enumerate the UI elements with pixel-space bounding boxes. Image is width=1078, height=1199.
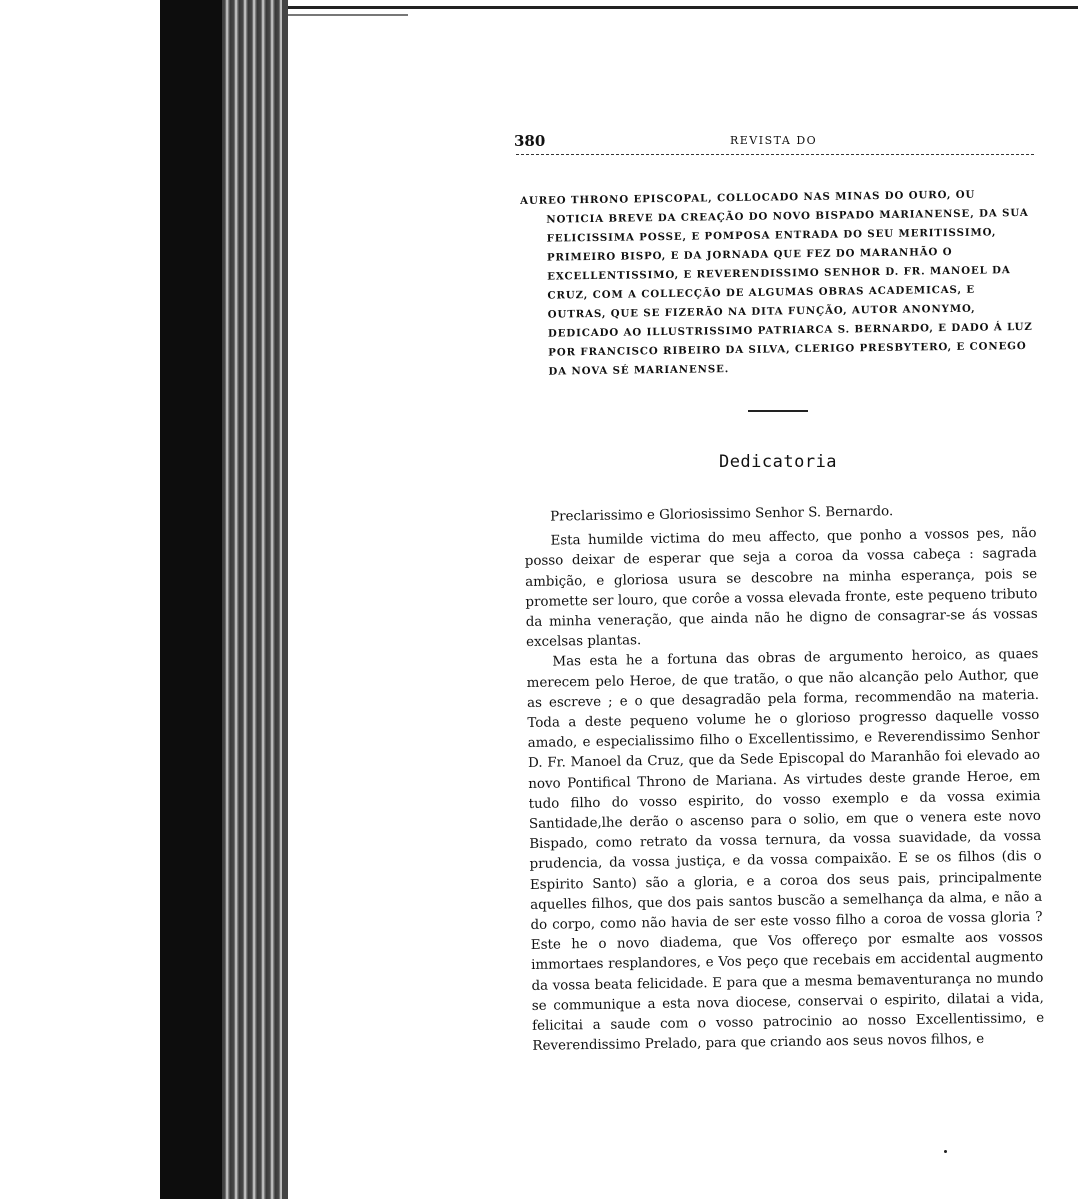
ink-speck xyxy=(944,1150,947,1153)
header-rule xyxy=(516,154,1034,155)
paragraph-1: Esta humilde victima do meu affecto, que ponho a vossos pes, não posso deixar de esperar que seja a coroa da vossa cabeça : sagrada ambição, e gloriosa usura se descobre na minha esperança, pois se promette ser louro, que corôe a vossa elevada fronte, este pequeno tributo da minha veneração, que ainda não he digno de consagrar-se ás vossas excelsas plantas. xyxy=(524,526,1038,651)
scan-left-margin xyxy=(0,0,160,1199)
top-border-line-inner xyxy=(288,14,408,16)
top-border-line xyxy=(288,6,1078,9)
salutation: Preclarissimo e Gloriosissimo Senhor S. Bernardo. xyxy=(550,504,894,525)
book-page xyxy=(288,0,1078,1199)
running-head xyxy=(514,132,1034,152)
book-spine xyxy=(160,0,222,1199)
section-heading: Dedicatoria xyxy=(718,452,838,472)
work-title-block: AUREO THRONO EPISCOPAL, COLLOCADO NAS MINAS DO OURO, OU NOTICIA BREVE DA CREAÇÃO DO NOVO BISPADO MARIANENSE, DA SUA FELICISSIMA POSSE, E POMPOSA ENTRADA DO SEU MERITISSIMO, PRIMEIRO BISPO, E DA JORNADA QUE FEZ DO MARANHÃO O EXCELLENTISSIMO, E REVERENDISSIMO SENHOR D. FR. MANOEL DA CRUZ, COM A COLLECÇÃO DE ALGUMAS OBRAS ACADEMICAS, E OUTRAS, QUE SE FIZERÃO NA DITA FUNÇÃO, AUTOR ANONYMO, DEDICADO AO ILLUSTRISSIMO PATRIARCA S. BERNARDO, E DADO Á LUZ POR FRANCISCO RIBEIRO DA SILVA, CLERIGO PRESBYTERO, E CONEGO DA NOVA SÉ MARIANENSE. xyxy=(520,188,1033,378)
section-divider xyxy=(748,410,808,412)
body-text xyxy=(524,500,1045,1057)
book-gutter xyxy=(222,0,282,1199)
page-number: 380 xyxy=(514,132,546,150)
paragraph-2: Mas esta he a fortuna das obras de argumento heroico, as quaes merecem pelo Heroe, de que tratão, o que não alcanção pelo Author, que as escreve ; e o que desagradão pela forma, recommendão na materia. Toda a deste pequeno volume he o glorioso progresso daquelle vosso amado, e especialissimo filho o Excellentissimo, e Reverendissimo Senhor D. Fr. Manoel da Cruz, que da Sede Episcopal do Maranhão foi elevado ao novo Pontifical Throno de Mariana. As virtudes deste grande Heroe, em tudo filho do vosso espirito, do vosso exemplo e da vossa eximia Santidade,lhe derão o ascenso para o solio, em que o venera este novo Bispado, como retrato da vossa ternura, da vossa suavidade, da vossa prudencia, da vossa justiça, e da vossa compaixão. E se os filhos (dis o Espirito Santo) são a gloria, e a coroa dos seus pais, principalmente aquelles filhos, que dos pais santos buscão a semelhança da alma, e não a do corpo, como não havia de ser este vosso filho a coroa de vossa gloria ? Este he o novo diadema, que Vos offereço por esmalte aos vossos immortaes resplandores, e Vos peço que recebais em accidental augmento da vossa beata felicidade. E para que a mesma bemaventurança no mundo se communique a esta nova diocese, conservai o espirito, dilatai a vida, felicitai a saude com o vosso patrocinio ao nosso Excellentissimo, e Reverendissimo Prelado, para que criando aos seus novos filhos, e xyxy=(526,647,1045,1055)
running-title: REVISTA DO xyxy=(730,134,818,147)
